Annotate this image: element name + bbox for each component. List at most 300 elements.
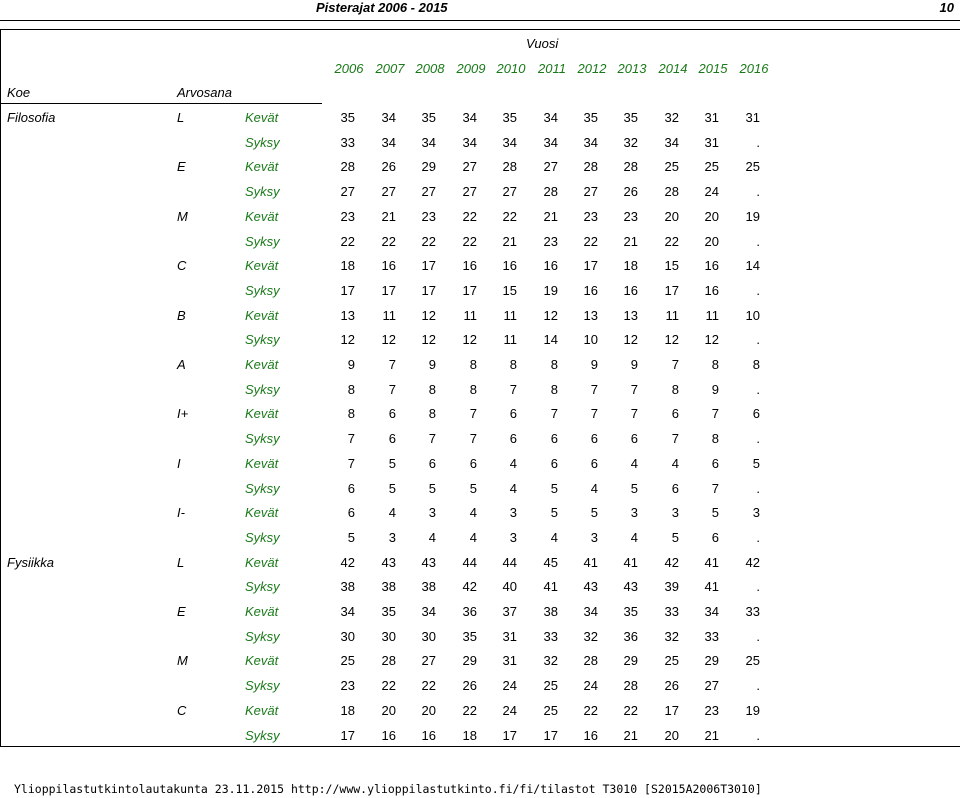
value-cell: 8 xyxy=(428,406,436,421)
subject-cell: Fysiikka xyxy=(7,555,54,570)
value-cell: 5 xyxy=(590,505,598,520)
value-cell: 23 xyxy=(583,209,598,224)
value-cell: . xyxy=(756,728,760,743)
value-cell: 29 xyxy=(704,653,719,668)
value-cell: 8 xyxy=(509,357,517,372)
term-cell: Syksy xyxy=(245,481,280,496)
value-cell: 34 xyxy=(583,604,598,619)
value-cell: 35 xyxy=(340,110,355,125)
value-cell: 17 xyxy=(664,283,679,298)
table-left-rule xyxy=(0,29,1,746)
value-cell: 31 xyxy=(704,135,719,150)
value-cell: . xyxy=(756,283,760,298)
value-cell: 8 xyxy=(469,382,477,397)
value-cell: 12 xyxy=(543,308,558,323)
value-cell: . xyxy=(756,481,760,496)
value-cell: 25 xyxy=(543,678,558,693)
value-cell: 7 xyxy=(428,431,436,446)
value-cell: 29 xyxy=(623,653,638,668)
value-cell: 6 xyxy=(671,406,679,421)
value-cell: 43 xyxy=(381,555,396,570)
term-cell: Syksy xyxy=(245,629,280,644)
value-cell: 34 xyxy=(543,135,558,150)
value-cell: 28 xyxy=(623,678,638,693)
term-cell: Kevät xyxy=(245,505,279,520)
value-cell: 41 xyxy=(704,555,719,570)
value-cell: 22 xyxy=(583,703,598,718)
value-cell: . xyxy=(756,678,760,693)
value-cell: 6 xyxy=(671,481,679,496)
value-cell: . xyxy=(756,431,760,446)
value-cell: 7 xyxy=(711,481,719,496)
term-cell: Syksy xyxy=(245,728,280,743)
value-cell: 34 xyxy=(583,135,598,150)
value-cell: 9 xyxy=(428,357,436,372)
year-header-2008: 2008 xyxy=(415,61,445,76)
value-cell: 17 xyxy=(421,258,436,273)
header-rule xyxy=(0,20,960,21)
grade-cell: A xyxy=(177,357,186,372)
value-cell: 8 xyxy=(671,382,679,397)
grade-cell: I+ xyxy=(177,406,189,421)
value-cell: 12 xyxy=(623,332,638,347)
value-cell: . xyxy=(756,135,760,150)
term-cell: Kevät xyxy=(245,653,279,668)
value-cell: 16 xyxy=(421,728,436,743)
value-cell: 33 xyxy=(704,629,719,644)
value-cell: 28 xyxy=(543,184,558,199)
value-cell: 31 xyxy=(502,653,517,668)
value-cell: 34 xyxy=(704,604,719,619)
value-cell: 5 xyxy=(469,481,477,496)
value-cell: 21 xyxy=(381,209,396,224)
value-cell: . xyxy=(756,234,760,249)
value-cell: 34 xyxy=(462,110,477,125)
value-cell: 39 xyxy=(664,579,679,594)
value-cell: 11 xyxy=(503,332,517,347)
value-cell: 13 xyxy=(583,308,598,323)
value-cell: 3 xyxy=(509,505,517,520)
value-cell: 5 xyxy=(428,481,436,496)
value-cell: 5 xyxy=(550,505,558,520)
value-cell: 17 xyxy=(664,703,679,718)
value-cell: 6 xyxy=(388,431,396,446)
column-header-koe: Koe xyxy=(7,85,31,100)
value-cell: . xyxy=(756,332,760,347)
value-cell: 8 xyxy=(347,406,355,421)
value-cell: 34 xyxy=(381,110,396,125)
header-sub-rule xyxy=(0,103,322,104)
term-cell: Syksy xyxy=(245,283,280,298)
value-cell: . xyxy=(756,382,760,397)
value-cell: 7 xyxy=(630,382,638,397)
value-cell: 8 xyxy=(550,382,558,397)
value-cell: 4 xyxy=(388,505,396,520)
value-cell: 28 xyxy=(583,653,598,668)
value-cell: 25 xyxy=(340,653,355,668)
value-cell: 17 xyxy=(502,728,517,743)
value-cell: 8 xyxy=(550,357,558,372)
value-cell: 11 xyxy=(382,308,396,323)
value-cell: 22 xyxy=(623,703,638,718)
value-cell: 8 xyxy=(711,431,719,446)
term-cell: Kevät xyxy=(245,357,279,372)
value-cell: 30 xyxy=(340,629,355,644)
value-cell: 6 xyxy=(347,505,355,520)
value-cell: 38 xyxy=(543,604,558,619)
value-cell: 22 xyxy=(381,234,396,249)
value-cell: 29 xyxy=(462,653,477,668)
value-cell: 34 xyxy=(462,135,477,150)
value-cell: 38 xyxy=(421,579,436,594)
value-cell: . xyxy=(756,184,760,199)
value-cell: 35 xyxy=(421,110,436,125)
value-cell: 4 xyxy=(469,505,477,520)
value-cell: 6 xyxy=(752,406,760,421)
value-cell: 35 xyxy=(623,604,638,619)
value-cell: 34 xyxy=(543,110,558,125)
value-cell: 12 xyxy=(340,332,355,347)
value-cell: 43 xyxy=(421,555,436,570)
value-cell: 17 xyxy=(462,283,477,298)
value-cell: 4 xyxy=(469,530,477,545)
value-cell: 7 xyxy=(347,431,355,446)
value-cell: 6 xyxy=(388,406,396,421)
term-cell: Kevät xyxy=(245,209,279,224)
value-cell: 27 xyxy=(462,184,477,199)
year-header-2009: 2009 xyxy=(456,61,486,76)
year-header-2015: 2015 xyxy=(698,61,728,76)
value-cell: 11 xyxy=(503,308,517,323)
value-cell: 42 xyxy=(745,555,760,570)
value-cell: 41 xyxy=(583,555,598,570)
value-cell: 16 xyxy=(583,283,598,298)
year-header-2012: 2012 xyxy=(577,61,607,76)
value-cell: 42 xyxy=(664,555,679,570)
value-cell: 34 xyxy=(421,604,436,619)
term-cell: Kevät xyxy=(245,308,279,323)
value-cell: 32 xyxy=(664,629,679,644)
value-cell: 7 xyxy=(630,406,638,421)
value-cell: 20 xyxy=(664,209,679,224)
grade-cell: E xyxy=(177,159,186,174)
value-cell: 24 xyxy=(704,184,719,199)
value-cell: 22 xyxy=(462,234,477,249)
value-cell: 24 xyxy=(502,678,517,693)
value-cell: 13 xyxy=(340,308,355,323)
term-cell: Kevät xyxy=(245,258,279,273)
value-cell: 7 xyxy=(469,431,477,446)
value-cell: . xyxy=(756,629,760,644)
column-header-arvosana: Arvosana xyxy=(177,85,232,100)
value-cell: 25 xyxy=(543,703,558,718)
value-cell: 33 xyxy=(543,629,558,644)
value-cell: 21 xyxy=(543,209,558,224)
value-cell: 22 xyxy=(421,678,436,693)
year-header-2007: 2007 xyxy=(375,61,405,76)
value-cell: 44 xyxy=(502,555,517,570)
value-cell: 25 xyxy=(664,653,679,668)
value-cell: 35 xyxy=(502,110,517,125)
value-cell: 26 xyxy=(462,678,477,693)
value-cell: 18 xyxy=(340,258,355,273)
value-cell: 31 xyxy=(745,110,760,125)
value-cell: 28 xyxy=(502,159,517,174)
value-cell: 17 xyxy=(340,728,355,743)
value-cell: 7 xyxy=(388,382,396,397)
value-cell: 33 xyxy=(340,135,355,150)
value-cell: 9 xyxy=(711,382,719,397)
term-cell: Syksy xyxy=(245,135,280,150)
term-cell: Kevät xyxy=(245,406,279,421)
value-cell: 32 xyxy=(623,135,638,150)
term-cell: Syksy xyxy=(245,579,280,594)
value-cell: 35 xyxy=(462,629,477,644)
value-cell: 19 xyxy=(745,209,760,224)
value-cell: 17 xyxy=(381,283,396,298)
value-cell: 4 xyxy=(590,481,598,496)
term-cell: Syksy xyxy=(245,184,280,199)
value-cell: 7 xyxy=(469,406,477,421)
value-cell: 6 xyxy=(509,406,517,421)
value-cell: 25 xyxy=(704,159,719,174)
value-cell: 16 xyxy=(583,728,598,743)
year-header-2013: 2013 xyxy=(617,61,647,76)
value-cell: 3 xyxy=(428,505,436,520)
value-cell: 3 xyxy=(509,530,517,545)
value-cell: 21 xyxy=(623,234,638,249)
value-cell: 4 xyxy=(630,530,638,545)
value-cell: 18 xyxy=(623,258,638,273)
page-number: 10 xyxy=(939,0,954,15)
value-cell: 34 xyxy=(502,135,517,150)
value-cell: 36 xyxy=(623,629,638,644)
value-cell: 23 xyxy=(623,209,638,224)
value-cell: 25 xyxy=(745,653,760,668)
value-cell: 16 xyxy=(502,258,517,273)
value-cell: 4 xyxy=(428,530,436,545)
term-cell: Kevät xyxy=(245,110,279,125)
value-cell: 27 xyxy=(381,184,396,199)
value-cell: 6 xyxy=(469,456,477,471)
value-cell: 12 xyxy=(704,332,719,347)
value-cell: 26 xyxy=(381,159,396,174)
value-cell: 42 xyxy=(462,579,477,594)
term-cell: Syksy xyxy=(245,530,280,545)
value-cell: 41 xyxy=(704,579,719,594)
value-cell: 20 xyxy=(421,703,436,718)
value-cell: 37 xyxy=(502,604,517,619)
value-cell: 13 xyxy=(623,308,638,323)
grade-cell: I- xyxy=(177,505,185,520)
value-cell: 24 xyxy=(502,703,517,718)
value-cell: 30 xyxy=(421,629,436,644)
grade-cell: M xyxy=(177,653,188,668)
value-cell: 11 xyxy=(463,308,477,323)
value-cell: 38 xyxy=(340,579,355,594)
value-cell: 29 xyxy=(421,159,436,174)
value-cell: 31 xyxy=(502,629,517,644)
value-cell: 6 xyxy=(509,431,517,446)
grade-cell: B xyxy=(177,308,186,323)
value-cell: 28 xyxy=(340,159,355,174)
value-cell: 26 xyxy=(623,184,638,199)
value-cell: 35 xyxy=(623,110,638,125)
value-cell: 7 xyxy=(711,406,719,421)
value-cell: 43 xyxy=(583,579,598,594)
value-cell: 3 xyxy=(590,530,598,545)
value-cell: 23 xyxy=(704,703,719,718)
value-cell: 33 xyxy=(745,604,760,619)
value-cell: 18 xyxy=(340,703,355,718)
value-cell: 34 xyxy=(664,135,679,150)
value-cell: 23 xyxy=(340,209,355,224)
value-cell: 22 xyxy=(583,234,598,249)
value-cell: 17 xyxy=(340,283,355,298)
year-group-label: Vuosi xyxy=(526,36,559,51)
value-cell: 16 xyxy=(543,258,558,273)
value-cell: 9 xyxy=(347,357,355,372)
value-cell: 27 xyxy=(502,184,517,199)
value-cell: 16 xyxy=(623,283,638,298)
value-cell: 27 xyxy=(704,678,719,693)
table-top-rule xyxy=(0,29,960,30)
grade-cell: L xyxy=(177,555,185,570)
value-cell: 20 xyxy=(664,728,679,743)
value-cell: 21 xyxy=(502,234,517,249)
year-header-2010: 2010 xyxy=(496,61,526,76)
subject-cell: Filosofia xyxy=(7,110,56,125)
value-cell: 14 xyxy=(745,258,760,273)
value-cell: 17 xyxy=(543,728,558,743)
value-cell: 23 xyxy=(421,209,436,224)
value-cell: 20 xyxy=(704,234,719,249)
value-cell: 9 xyxy=(630,357,638,372)
value-cell: 11 xyxy=(705,308,719,323)
value-cell: 32 xyxy=(583,629,598,644)
value-cell: 35 xyxy=(583,110,598,125)
grade-cell: C xyxy=(177,703,187,718)
year-header-2011: 2011 xyxy=(538,61,566,76)
value-cell: 14 xyxy=(543,332,558,347)
term-cell: Syksy xyxy=(245,332,280,347)
value-cell: 3 xyxy=(388,530,396,545)
value-cell: 23 xyxy=(340,678,355,693)
value-cell: 21 xyxy=(704,728,719,743)
value-cell: 15 xyxy=(502,283,517,298)
term-cell: Syksy xyxy=(245,678,280,693)
value-cell: 19 xyxy=(543,283,558,298)
value-cell: 27 xyxy=(583,184,598,199)
value-cell: 7 xyxy=(509,382,517,397)
value-cell: 45 xyxy=(543,555,558,570)
value-cell: 28 xyxy=(664,184,679,199)
value-cell: 42 xyxy=(340,555,355,570)
value-cell: 44 xyxy=(462,555,477,570)
value-cell: 3 xyxy=(671,505,679,520)
value-cell: 4 xyxy=(550,530,558,545)
value-cell: 26 xyxy=(664,678,679,693)
value-cell: 19 xyxy=(745,703,760,718)
value-cell: 6 xyxy=(428,456,436,471)
value-cell: 22 xyxy=(381,678,396,693)
term-cell: Kevät xyxy=(245,159,279,174)
value-cell: 6 xyxy=(711,456,719,471)
term-cell: Kevät xyxy=(245,604,279,619)
value-cell: 22 xyxy=(664,234,679,249)
value-cell: 5 xyxy=(671,530,679,545)
value-cell: 11 xyxy=(665,308,679,323)
value-cell: 27 xyxy=(462,159,477,174)
value-cell: 7 xyxy=(347,456,355,471)
value-cell: 12 xyxy=(462,332,477,347)
value-cell: 12 xyxy=(421,332,436,347)
value-cell: . xyxy=(756,530,760,545)
value-cell: 10 xyxy=(583,332,598,347)
value-cell: 4 xyxy=(671,456,679,471)
value-cell: 17 xyxy=(583,258,598,273)
value-cell: 7 xyxy=(671,357,679,372)
value-cell: 7 xyxy=(388,357,396,372)
year-header-2016: 2016 xyxy=(739,61,769,76)
value-cell: 5 xyxy=(752,456,760,471)
value-cell: 23 xyxy=(543,234,558,249)
value-cell: 4 xyxy=(509,456,517,471)
value-cell: 28 xyxy=(381,653,396,668)
value-cell: 6 xyxy=(590,456,598,471)
value-cell: 33 xyxy=(664,604,679,619)
value-cell: 17 xyxy=(421,283,436,298)
value-cell: 36 xyxy=(462,604,477,619)
value-cell: 4 xyxy=(509,481,517,496)
value-cell: 41 xyxy=(623,555,638,570)
value-cell: 16 xyxy=(704,283,719,298)
value-cell: 12 xyxy=(421,308,436,323)
grade-cell: I xyxy=(177,456,181,471)
value-cell: 18 xyxy=(462,728,477,743)
page-header-title: Pisterajat 2006 - 2015 xyxy=(316,0,448,15)
value-cell: 30 xyxy=(381,629,396,644)
value-cell: 34 xyxy=(421,135,436,150)
value-cell: 12 xyxy=(381,332,396,347)
value-cell: 16 xyxy=(462,258,477,273)
footer-source: Ylioppilastutkintolautakunta 23.11.2015 http://www.ylioppilastutkinto.fi/fi/tilastot T3010 [S2015A2006T3010] xyxy=(14,782,762,796)
value-cell: 41 xyxy=(543,579,558,594)
value-cell: 22 xyxy=(421,234,436,249)
term-cell: Kevät xyxy=(245,703,279,718)
value-cell: 5 xyxy=(550,481,558,496)
value-cell: 20 xyxy=(704,209,719,224)
value-cell: 40 xyxy=(502,579,517,594)
value-cell: 5 xyxy=(711,505,719,520)
value-cell: . xyxy=(756,579,760,594)
value-cell: 22 xyxy=(502,209,517,224)
value-cell: 16 xyxy=(704,258,719,273)
term-cell: Syksy xyxy=(245,234,280,249)
value-cell: 12 xyxy=(664,332,679,347)
value-cell: 28 xyxy=(583,159,598,174)
value-cell: 20 xyxy=(381,703,396,718)
value-cell: 6 xyxy=(711,530,719,545)
value-cell: 7 xyxy=(671,431,679,446)
value-cell: 38 xyxy=(381,579,396,594)
value-cell: 5 xyxy=(388,481,396,496)
term-cell: Syksy xyxy=(245,382,280,397)
value-cell: 6 xyxy=(630,431,638,446)
value-cell: 15 xyxy=(664,258,679,273)
year-header-2006: 2006 xyxy=(334,61,364,76)
grade-cell: E xyxy=(177,604,186,619)
